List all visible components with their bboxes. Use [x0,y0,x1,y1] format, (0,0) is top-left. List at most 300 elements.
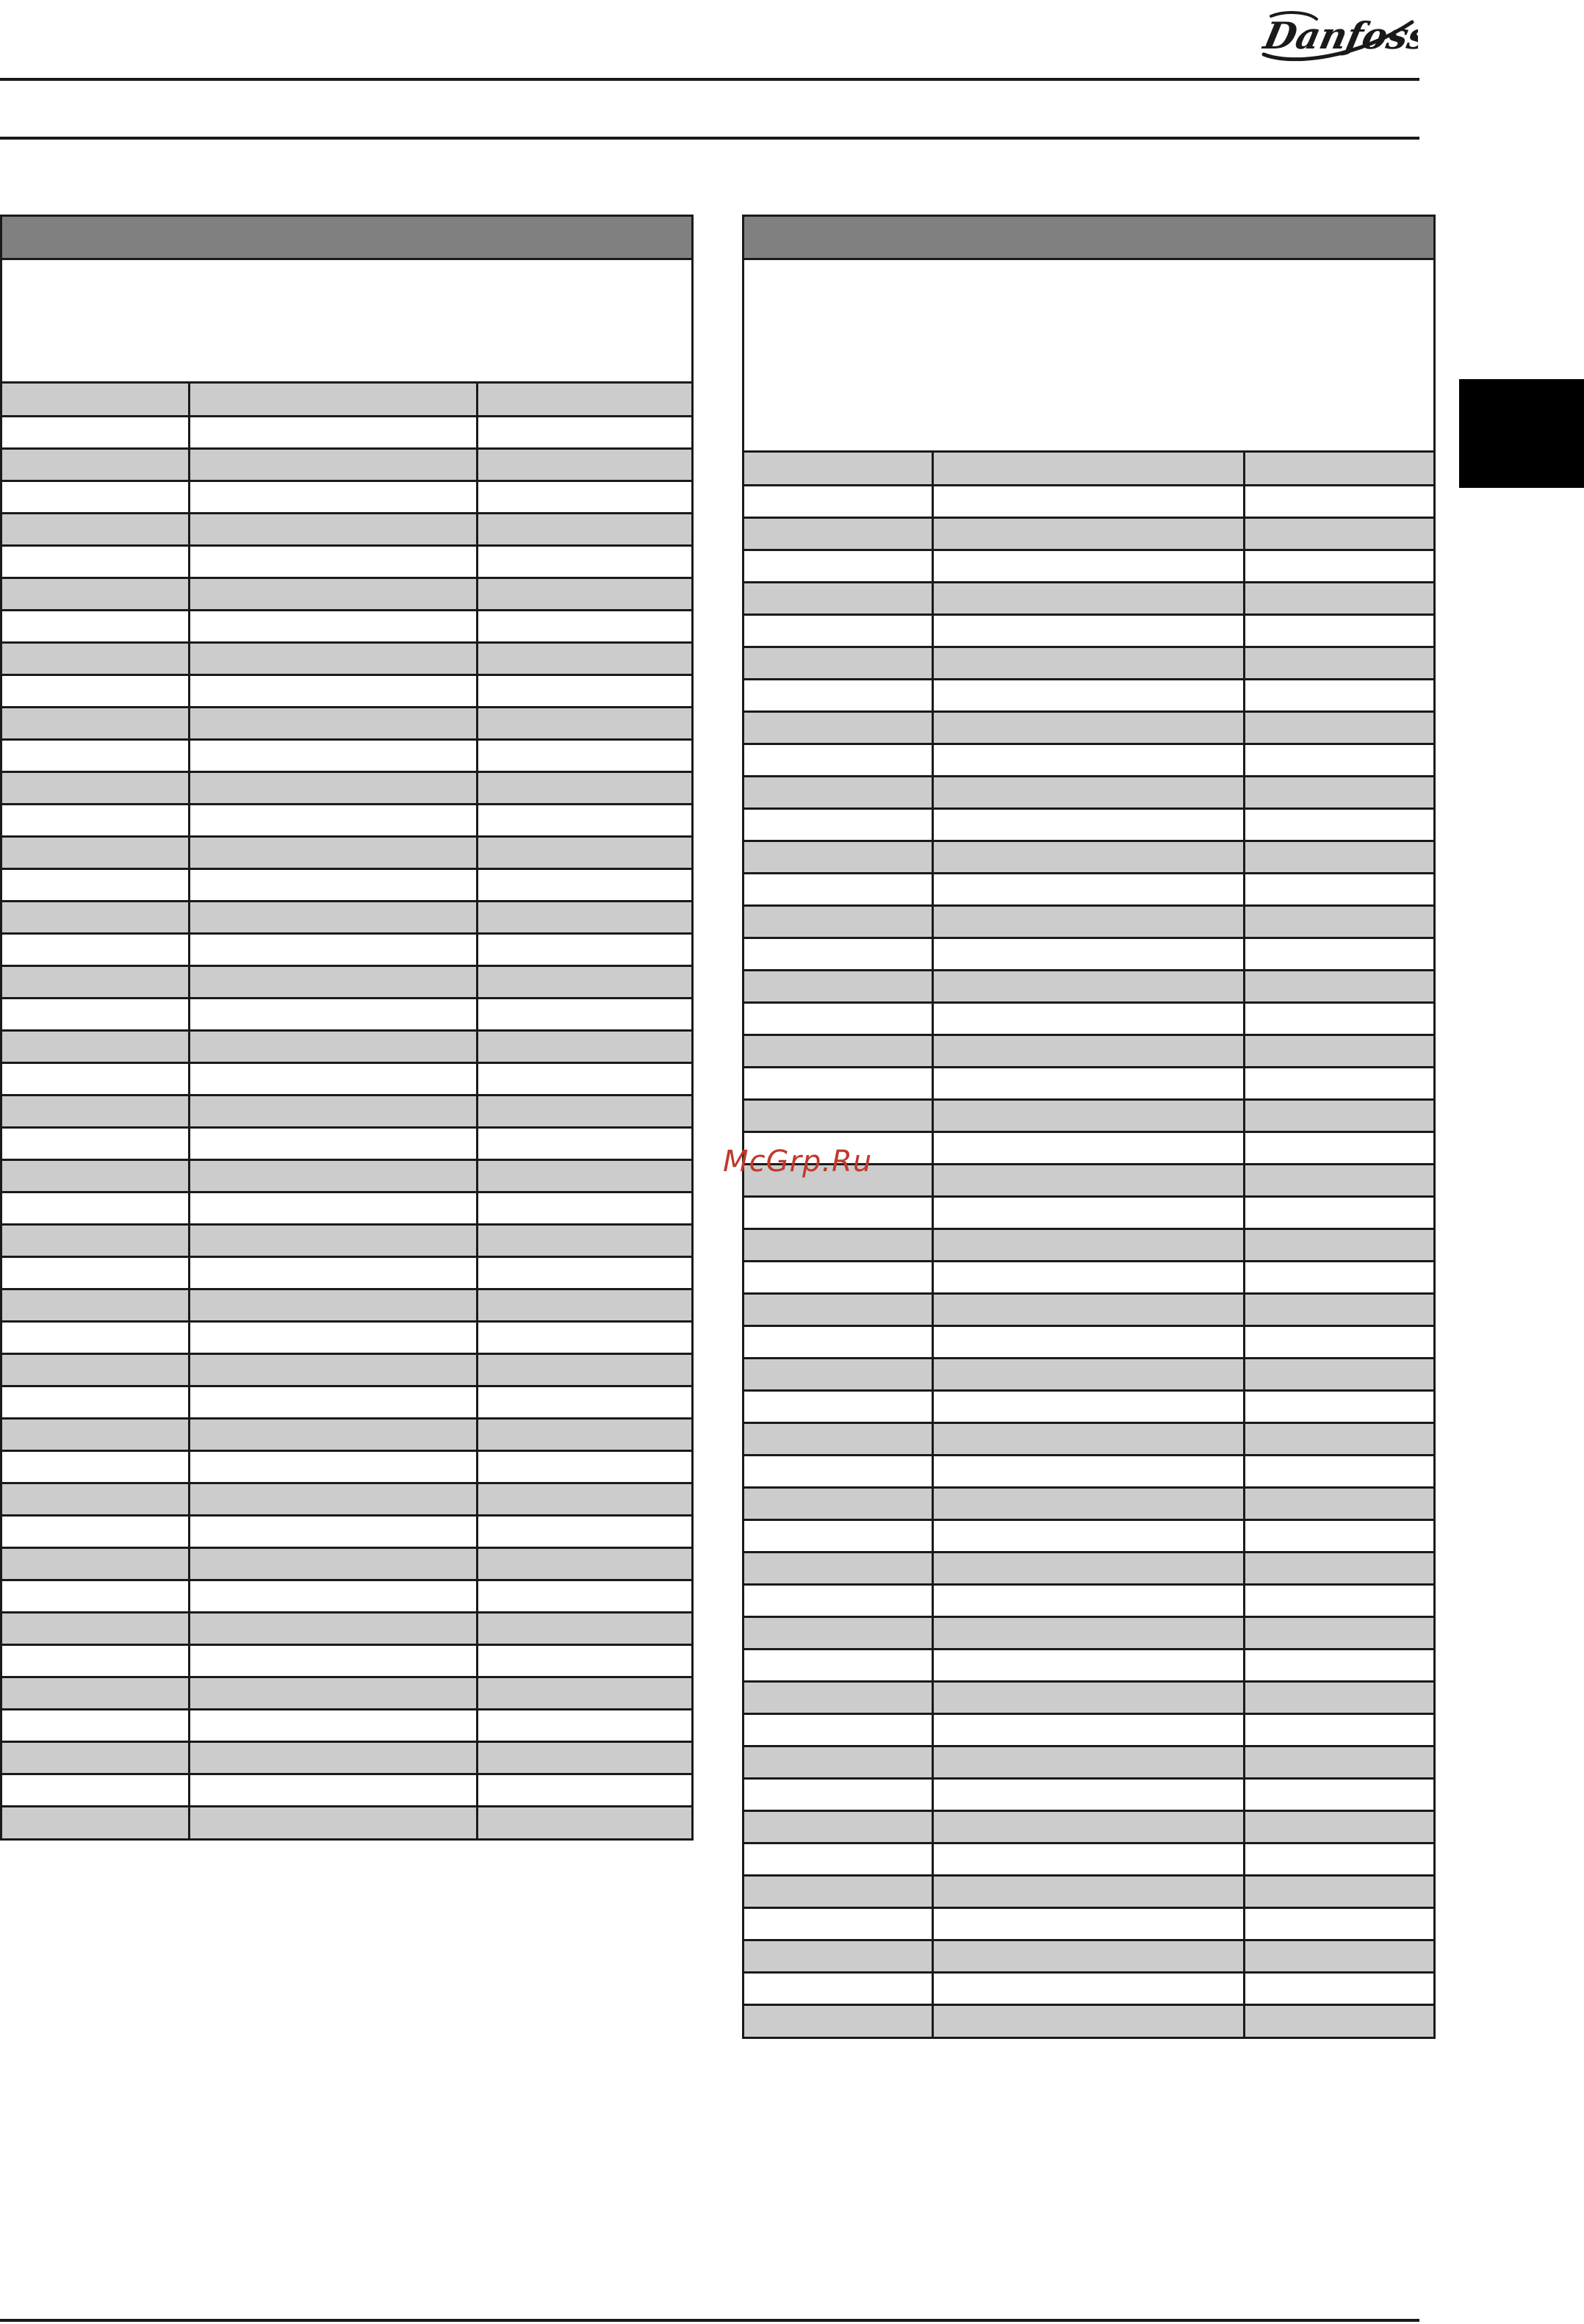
right-table-cell [744,905,932,938]
right-table-cell [744,744,932,776]
right-table-cell [932,808,1244,841]
right-table-cell [932,1164,1244,1196]
left-table-cell [477,416,691,448]
footer-rule [0,2319,1419,2322]
right-table-row [744,1455,1433,1487]
left-table-cell [2,933,189,965]
left-table-cell [189,771,477,804]
right-table-cell [1244,2004,1433,2037]
left-table-cell [477,1418,691,1450]
left-table-cell [2,1741,189,1774]
right-table-cell [1244,1972,1433,2004]
right-table-cell [932,1746,1244,1778]
left-table-row [2,739,691,771]
right-table-cell [744,679,932,711]
right-table-cell [744,517,932,550]
right-table-row [744,550,1433,582]
right-table-grid [744,453,1433,2037]
right-table-row [744,453,1433,485]
right-table-cell [744,841,932,873]
left-parameter-table [0,215,694,1841]
left-table-cell [477,739,691,771]
left-table-cell [2,481,189,513]
left-table-row [2,1127,691,1159]
left-table-cell [189,416,477,448]
header-rule-top [0,78,1419,81]
right-table-cell [932,1228,1244,1261]
right-table-cell [932,1390,1244,1422]
left-table-row [2,1418,691,1450]
left-table-row [2,1806,691,1838]
left-table-row [2,1062,691,1095]
right-table-cell [744,1358,932,1390]
right-table-cell [1244,1261,1433,1293]
left-table-cell [477,1321,691,1353]
right-table-cell [744,970,932,1002]
right-table-cell [744,1455,932,1487]
right-table-row [744,873,1433,905]
left-table-cell [189,1677,477,1709]
left-table-cell [2,1515,189,1547]
right-table-cell [1244,1228,1433,1261]
left-table-row [2,901,691,933]
right-table-cell [744,1002,932,1035]
right-table-cell [932,1002,1244,1035]
right-table-row [744,776,1433,808]
right-table-cell [932,1325,1244,1358]
left-table-row [2,448,691,481]
right-table-cell [932,1422,1244,1455]
right-table-row [744,1035,1433,1067]
left-table-cell [189,1095,477,1127]
left-table-cell [189,739,477,771]
left-table-cell [2,578,189,610]
right-table-cell [744,1035,932,1067]
right-table-cell [1244,1196,1433,1228]
left-table-cell [477,1580,691,1612]
right-table-cell [1244,1002,1433,1035]
right-table-cell [932,1810,1244,1843]
right-table-cell [932,1293,1244,1325]
right-table-cell [744,873,932,905]
right-table-cell [932,1035,1244,1067]
right-table-cell [1244,1940,1433,1972]
right-table-cell [932,1972,1244,2004]
right-table-cell [744,1390,932,1422]
left-table-cell [189,384,477,416]
left-table-cell [189,1515,477,1547]
right-table-cell [1244,517,1433,550]
right-table-cell [932,938,1244,970]
left-table-cell [189,933,477,965]
right-table-row [744,2004,1433,2037]
right-table-cell [744,1584,932,1616]
left-table-row [2,1515,691,1547]
right-table-cell [744,1713,932,1746]
right-table-row [744,1713,1433,1746]
right-table-cell [1244,1875,1433,1907]
right-table-cell [1244,1293,1433,1325]
right-table-cell [744,776,932,808]
right-table-cell [1244,1552,1433,1584]
right-table-cell [1244,453,1433,485]
right-table-cell [932,1681,1244,1713]
watermark-text: McGrp.Ru [723,1145,873,1179]
right-table-cell [744,1972,932,2004]
right-table-cell [1244,1358,1433,1390]
right-table-cell [1244,873,1433,905]
right-table-row [744,647,1433,679]
right-table-cell [744,1228,932,1261]
right-table-cell [932,1616,1244,1649]
right-table-cell [1244,1649,1433,1681]
left-table-row [2,1224,691,1256]
left-table-cell [2,416,189,448]
left-table-cell [189,1580,477,1612]
right-table-cell [1244,1778,1433,1810]
right-table-row [744,1293,1433,1325]
left-table-cell [477,1127,691,1159]
right-table-cell [744,1940,932,1972]
right-table-cell [932,1584,1244,1616]
left-table-cell [2,1095,189,1127]
left-table-cell [2,1289,189,1321]
right-table-cell [932,711,1244,744]
left-table-cell [2,1127,189,1159]
left-table-cell [477,1741,691,1774]
right-table-cell [744,711,932,744]
left-table-cell [189,1289,477,1321]
left-table-cell [189,1418,477,1450]
right-table-cell [744,1067,932,1099]
left-table-cell [189,1224,477,1256]
right-table-cell [1244,744,1433,776]
left-table-cell [477,545,691,578]
right-table-cell [932,614,1244,647]
right-table-cell [1244,582,1433,614]
right-table-cell [744,1810,932,1843]
left-table-row [2,933,691,965]
right-table-cell [932,1196,1244,1228]
left-table-row [2,965,691,998]
right-table-cell [1244,1907,1433,1940]
left-table-cell [477,1612,691,1644]
left-table-cell [477,998,691,1030]
right-table-row [744,808,1433,841]
right-table-cell [744,1746,932,1778]
left-table-cell [2,610,189,642]
left-table-cell [2,545,189,578]
left-table-cell [189,1774,477,1806]
right-table-cell [744,614,932,647]
left-table-cell [189,1192,477,1224]
right-table-cell [932,1843,1244,1875]
left-table-row [2,1677,691,1709]
left-table-cell [2,998,189,1030]
right-table-cell [1244,1616,1433,1649]
right-table-cell [1244,1390,1433,1422]
right-table-cell [932,1358,1244,1390]
left-table-cell [189,1062,477,1095]
left-table-row [2,1774,691,1806]
left-table-cell [477,1547,691,1580]
right-table-cell [744,1875,932,1907]
right-table-cell [1244,1067,1433,1099]
left-table-cell [189,610,477,642]
left-table-row [2,1483,691,1515]
left-table-cell [477,1386,691,1418]
left-table-row [2,610,691,642]
right-table-cell [744,1778,932,1810]
left-table-cell [189,1806,477,1838]
left-table-cell [2,1418,189,1450]
left-table-cell [2,1580,189,1612]
right-table-cell [744,1261,932,1293]
left-table-row [2,1644,691,1677]
left-table-cell [2,1159,189,1192]
right-table-row [744,679,1433,711]
left-table-cell [189,1644,477,1677]
left-table-cell [477,771,691,804]
right-table-cell [1244,1519,1433,1552]
left-table-cell [189,804,477,836]
right-table-row [744,1552,1433,1584]
right-table-cell [932,582,1244,614]
left-table-cell [189,545,477,578]
right-table-cell [744,550,932,582]
left-table-cell [2,1806,189,1838]
right-table-cell [744,2004,932,2037]
right-table-row [744,1099,1433,1132]
left-table-cell [477,674,691,707]
left-table-cell [2,1386,189,1418]
right-table-cell [1244,485,1433,517]
left-table-cell [477,1483,691,1515]
right-table-cell [932,1875,1244,1907]
right-table-cell [932,1778,1244,1810]
right-table-cell [744,582,932,614]
right-table-header [744,217,1433,260]
right-table-row [744,1519,1433,1552]
right-table-row [744,582,1433,614]
left-table-cell [2,642,189,674]
right-table-cell [932,1940,1244,1972]
right-table-cell [1244,550,1433,582]
left-table-cell [189,513,477,545]
right-table-cell [932,1099,1244,1132]
left-table-cell [477,481,691,513]
right-table-cell [1244,1035,1433,1067]
left-table-intro [2,260,691,384]
left-table-cell [189,836,477,868]
right-table-cell [744,1196,932,1228]
left-table-cell [2,1321,189,1353]
right-table-cell [744,1616,932,1649]
left-table-cell [477,868,691,901]
left-table-cell [189,998,477,1030]
left-table-cell [477,1159,691,1192]
right-table-row [744,1228,1433,1261]
left-table-cell [2,1547,189,1580]
left-table-cell [2,1709,189,1741]
right-table-cell [744,1325,932,1358]
left-table-row [2,804,691,836]
left-table-cell [2,1677,189,1709]
right-table-row [744,1810,1433,1843]
left-table-cell [2,771,189,804]
left-table-row [2,771,691,804]
left-table-cell [189,448,477,481]
left-table-cell [477,1806,691,1838]
left-table-cell [2,1256,189,1289]
right-table-row [744,970,1433,1002]
right-table-cell [1244,1843,1433,1875]
left-table-row [2,1450,691,1483]
danfoss-logo [1249,6,1418,65]
right-table-cell [932,1487,1244,1519]
right-table-cell [932,1519,1244,1552]
left-table-cell [2,1224,189,1256]
right-table-cell [932,485,1244,517]
right-table-cell [744,1552,932,1584]
right-table-row [744,1196,1433,1228]
left-table-cell [189,965,477,998]
right-table-cell [744,453,932,485]
left-table-row [2,1095,691,1127]
left-table-row [2,998,691,1030]
left-table-cell [477,384,691,416]
left-table-cell [2,1774,189,1806]
right-table-cell [1244,1455,1433,1487]
right-table-cell [932,905,1244,938]
right-table-row [744,1940,1433,1972]
left-table-row [2,545,691,578]
left-table-cell [2,1062,189,1095]
right-table-cell [932,841,1244,873]
right-table-intro [744,260,1433,453]
left-table-row [2,1256,691,1289]
left-table-cell [477,933,691,965]
right-parameter-table [742,215,1436,2039]
left-table-cell [477,1774,691,1806]
left-table-cell [2,739,189,771]
left-table-cell [2,836,189,868]
left-table-cell [189,1709,477,1741]
left-table-row [2,1580,691,1612]
right-table-cell [932,679,1244,711]
left-table-cell [189,481,477,513]
left-table-row [2,1547,691,1580]
left-table-row [2,1030,691,1062]
right-table-cell [744,1843,932,1875]
right-table-row [744,1390,1433,1422]
left-table-cell [189,1256,477,1289]
right-table-cell [744,485,932,517]
right-table-cell [1244,1681,1433,1713]
right-table-cell [1244,1132,1433,1164]
left-table-cell [477,1515,691,1547]
left-table-cell [477,448,691,481]
left-table-cell [189,1450,477,1483]
right-table-cell [932,1455,1244,1487]
left-table-cell [477,1353,691,1386]
right-table-cell [1244,1713,1433,1746]
right-table-cell [932,744,1244,776]
right-table-cell [932,453,1244,485]
right-table-cell [1244,1584,1433,1616]
left-table-cell [2,1483,189,1515]
right-table-row [744,1002,1433,1035]
left-table-row [2,384,691,416]
right-table-cell [744,1293,932,1325]
right-table-row [744,905,1433,938]
left-table-cell [189,1030,477,1062]
chapter-tab [1459,379,1584,488]
right-table-row [744,1616,1433,1649]
left-table-cell [2,513,189,545]
left-table-cell [189,578,477,610]
left-table-row [2,481,691,513]
left-table-row [2,868,691,901]
right-table-row [744,1067,1433,1099]
right-table-cell [1244,970,1433,1002]
right-table-cell [1244,711,1433,744]
left-table-cell [477,1095,691,1127]
left-table-cell [477,1289,691,1321]
left-table-row [2,1321,691,1353]
left-table-cell [477,836,691,868]
danfoss-logo-icon [1249,6,1418,65]
left-table-row [2,513,691,545]
left-table-cell [189,1612,477,1644]
right-table-cell [932,1649,1244,1681]
left-table-row [2,1192,691,1224]
right-table-row [744,1746,1433,1778]
right-table-cell [932,1552,1244,1584]
left-table-cell [477,1677,691,1709]
left-table-cell [2,1192,189,1224]
right-table-row [744,1422,1433,1455]
right-table-row [744,1875,1433,1907]
right-table-row [744,1649,1433,1681]
left-table-cell [2,1353,189,1386]
right-table-cell [1244,679,1433,711]
right-table-row [744,711,1433,744]
left-table-row [2,1386,691,1418]
right-table-cell [932,1907,1244,1940]
left-table-cell [189,1127,477,1159]
right-table-cell [932,1713,1244,1746]
right-table-row [744,614,1433,647]
header-rule-bottom [0,137,1419,140]
right-table-row [744,485,1433,517]
right-table-row [744,1487,1433,1519]
left-table-cell [477,642,691,674]
right-table-cell [1244,776,1433,808]
right-table-row [744,938,1433,970]
right-table-cell [1244,808,1433,841]
left-table-cell [189,1483,477,1515]
left-table-cell [477,901,691,933]
right-table-cell [1244,1487,1433,1519]
left-table-cell [477,707,691,739]
left-table-cell [2,868,189,901]
left-table-cell [2,1644,189,1677]
right-table-cell [1244,938,1433,970]
right-table-cell [1244,905,1433,938]
left-table-cell [477,1450,691,1483]
right-table-cell [744,1099,932,1132]
